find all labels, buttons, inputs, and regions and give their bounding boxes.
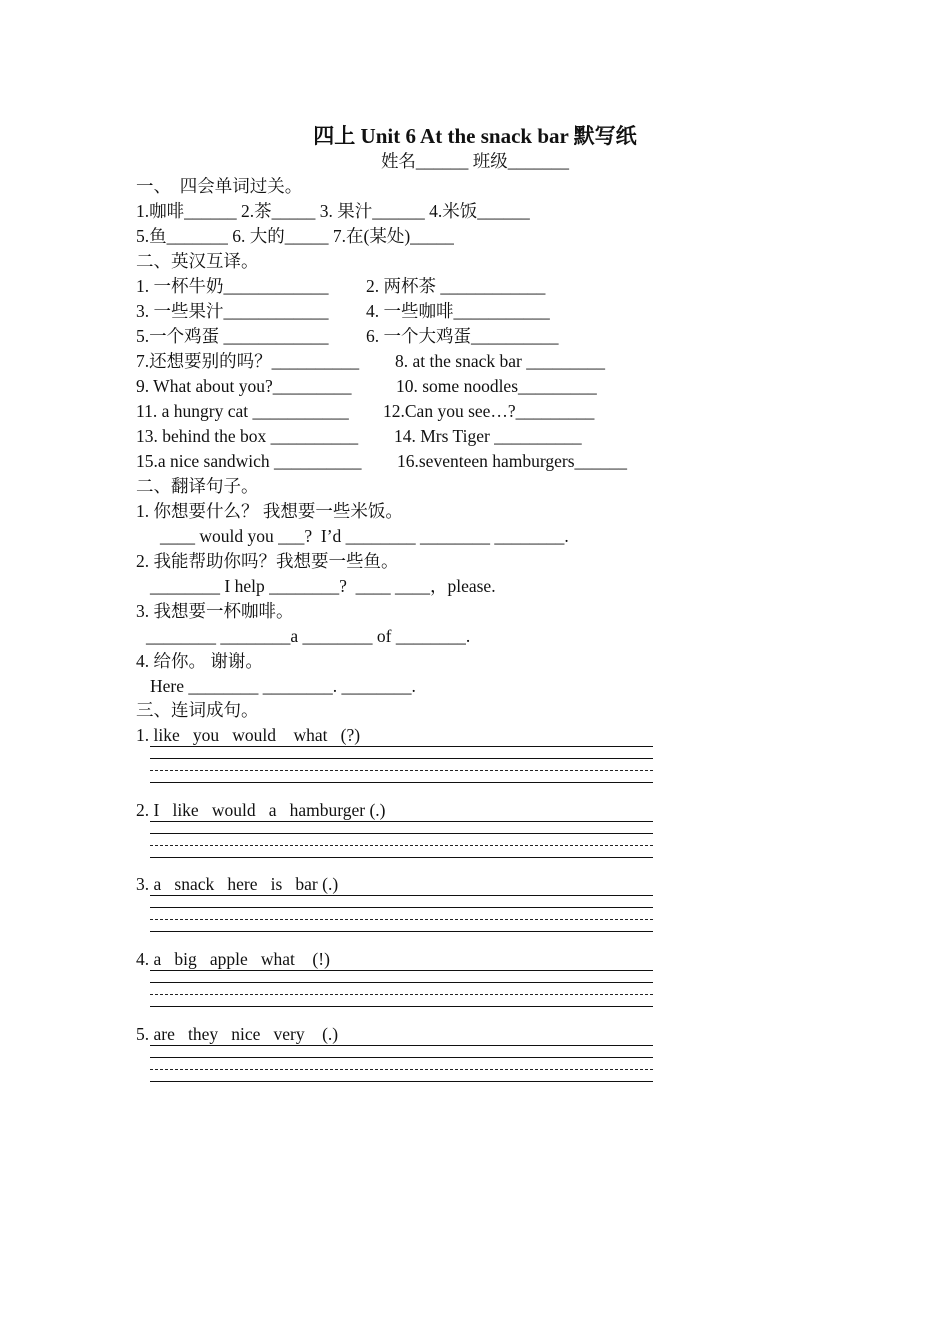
vocab-row-1: 1.咖啡______ 2.茶_____ 3. 果汁______ 4.米饭______ bbox=[136, 201, 530, 221]
section-3-heading: 二、翻译句子。 bbox=[136, 476, 259, 496]
translate-item: 13. behind the box __________ bbox=[136, 426, 359, 446]
section-1-heading: 一、 四会单词过关。 bbox=[136, 176, 303, 196]
page-title: 四上 Unit 6 At the snack bar 默写纸 bbox=[313, 124, 637, 148]
writing-line bbox=[150, 982, 653, 983]
writing-line bbox=[150, 895, 653, 896]
writing-line bbox=[150, 746, 653, 747]
writing-line-dashed bbox=[150, 994, 653, 995]
translate-item: 4. 一些咖啡___________ bbox=[366, 301, 550, 321]
writing-line bbox=[150, 758, 653, 759]
section-2-heading: 二、英汉互译。 bbox=[136, 251, 259, 271]
sentence-question: 3. 我想要一杯咖啡。 bbox=[136, 601, 294, 621]
translate-item: 12.Can you see…?_________ bbox=[383, 401, 595, 421]
word-order-item: 1. like you would what (?) bbox=[136, 725, 361, 745]
writing-line bbox=[150, 833, 653, 834]
translate-item: 7.还想要别的吗？__________ bbox=[136, 351, 360, 371]
translate-item: 14. Mrs Tiger __________ bbox=[394, 426, 582, 446]
writing-line bbox=[150, 1057, 653, 1058]
translate-item: 16.seventeen hamburgers______ bbox=[397, 451, 628, 471]
sentence-question: 4. 给你。 谢谢。 bbox=[136, 651, 263, 671]
writing-line bbox=[150, 1006, 653, 1007]
word-order-item: 2. I like would a hamburger (.) bbox=[136, 800, 386, 820]
translate-item: 9. What about you?_________ bbox=[136, 376, 352, 396]
writing-line-dashed bbox=[150, 919, 653, 920]
word-order-item: 3. a snack here is bar (.) bbox=[136, 874, 339, 894]
sentence-answer: ____ would you ___? I’d ________ ________ ________. bbox=[160, 526, 569, 546]
sentence-question: 2. 我能帮助你吗？我想要一些鱼。 bbox=[136, 551, 399, 571]
translate-item: 11. a hungry cat ___________ bbox=[136, 401, 349, 421]
translate-item: 8. at the snack bar _________ bbox=[395, 351, 605, 371]
name-class-line: 姓名______ 班级_______ bbox=[380, 151, 570, 171]
writing-line bbox=[150, 857, 653, 858]
vocab-row-2: 5.鱼_______ 6. 大的_____ 7.在(某处)_____ bbox=[136, 226, 454, 246]
writing-line bbox=[150, 1081, 653, 1082]
translate-item: 1. 一杯牛奶____________ bbox=[136, 276, 329, 296]
writing-line-dashed bbox=[150, 770, 653, 771]
translate-item: 5.一个鸡蛋 ____________ bbox=[136, 326, 329, 346]
sentence-answer: Here ________ ________. ________. bbox=[150, 676, 416, 696]
writing-line bbox=[150, 821, 653, 822]
sentence-question: 1. 你想要什么？ 我想要一些米饭。 bbox=[136, 501, 403, 521]
writing-line bbox=[150, 1045, 653, 1046]
writing-line bbox=[150, 970, 653, 971]
writing-line bbox=[150, 931, 653, 932]
writing-line bbox=[150, 907, 653, 908]
section-4-heading: 三、连词成句。 bbox=[136, 700, 259, 720]
sentence-answer: ________ I help ________? ____ ____，please. bbox=[150, 576, 496, 596]
translate-item: 2. 两杯茶 ____________ bbox=[366, 276, 546, 296]
sentence-answer: ________ ________a ________ of ________. bbox=[146, 626, 471, 646]
translate-item: 10. some noodles_________ bbox=[396, 376, 597, 396]
writing-line-dashed bbox=[150, 845, 653, 846]
word-order-item: 5. are they nice very (.) bbox=[136, 1024, 339, 1044]
translate-item: 3. 一些果汁____________ bbox=[136, 301, 329, 321]
word-order-item: 4. a big apple what (!) bbox=[136, 949, 330, 969]
writing-line bbox=[150, 782, 653, 783]
writing-line-dashed bbox=[150, 1069, 653, 1070]
translate-item: 15.a nice sandwich __________ bbox=[136, 451, 362, 471]
translate-item: 6. 一个大鸡蛋__________ bbox=[366, 326, 559, 346]
